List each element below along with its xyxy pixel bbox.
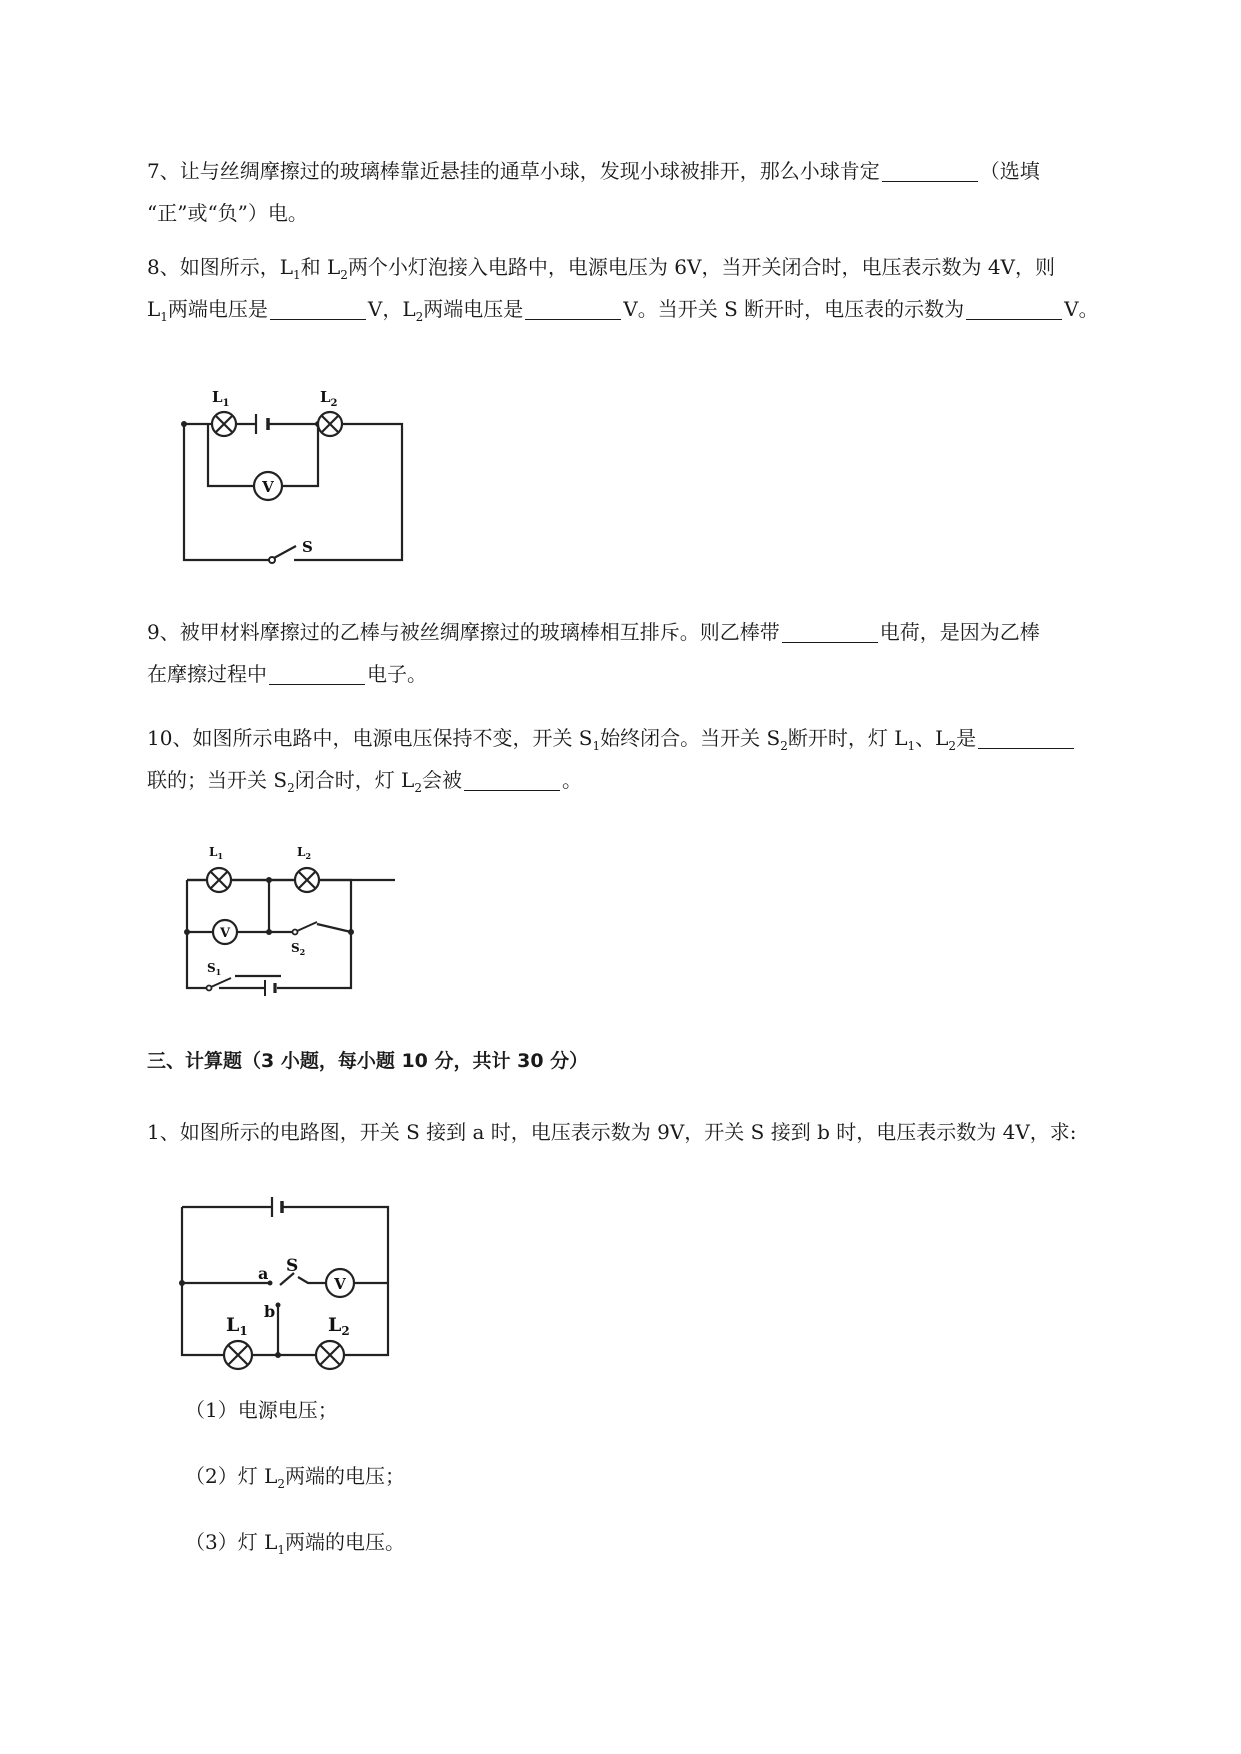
q8-text: 两端电压是 — [167, 297, 268, 321]
q10-sub: 1 — [592, 739, 601, 753]
q8-sub: 2 — [340, 268, 348, 282]
sub-question-text: （1）电源电压； — [185, 1398, 338, 1422]
sub-question-2 — [185, 1460, 405, 1492]
battery-icon — [265, 980, 275, 996]
q9-blank-2[interactable] — [269, 664, 365, 685]
junction-dot — [181, 421, 187, 427]
sub-question-text: 两端的电压。 — [285, 1530, 406, 1554]
label-l2: $L_2$ — [320, 388, 338, 409]
q8-text: 两个小灯泡接入电路中，电源电压为 6V，当开关闭合时，电压表示数为 4V，则 — [347, 255, 1055, 279]
q10-text: 始终闭合。当开关 S — [600, 726, 781, 750]
q10-text: 、L — [915, 726, 949, 750]
section-heading: 三、计算题（3 小题，每小题 10 分，共计 30 分） — [147, 1050, 589, 1072]
switch-s2-icon — [293, 922, 318, 935]
label-a: a — [258, 1264, 269, 1283]
q8-sub: 2 — [415, 310, 424, 324]
label-s: S — [302, 538, 313, 556]
junction-dot — [266, 929, 272, 935]
label-l2: $L_2$ — [328, 1314, 350, 1338]
question-8 — [147, 246, 1157, 330]
q7-text-1: 7、让与丝绸摩擦过的玻璃棒靠近悬挂的通草小球，发现小球被排开，那么小球肯定 — [147, 159, 880, 183]
voltmeter-label: V — [219, 926, 231, 941]
q10-text: 闭合时，灯 L — [294, 768, 415, 792]
q8-blank-1[interactable] — [270, 299, 366, 320]
junction-dot — [179, 1280, 185, 1286]
q7-text-3: “正”或“负”）电。 — [147, 201, 308, 225]
lamp-l1-icon — [224, 1341, 252, 1369]
voltmeter-icon — [254, 472, 282, 500]
circuit-diagram-q10 — [185, 840, 405, 1000]
q9-text: 在摩擦过程中 — [147, 662, 267, 686]
sub-question-1 — [185, 1394, 338, 1426]
q8-text: V，L — [367, 297, 416, 321]
q8-text: V。 — [1064, 297, 1099, 321]
label-s2: $S_2$ — [291, 941, 306, 957]
q10-sub: 2 — [948, 739, 957, 753]
q10-text: 是 — [956, 726, 977, 750]
junction-dot — [266, 877, 272, 883]
q10-sub: 2 — [780, 739, 788, 753]
battery-icon — [256, 414, 268, 434]
q9-text: 电荷，是因为乙棒 — [879, 620, 1040, 644]
q10-sub: 2 — [414, 781, 422, 795]
question-10 — [147, 717, 1157, 801]
lamp-l1-icon — [212, 412, 236, 436]
q8-sub: 1 — [160, 310, 168, 324]
label-l1: $L_1$ — [226, 1314, 248, 1338]
q8-blank-3[interactable] — [966, 299, 1062, 320]
q8-text: L — [147, 297, 161, 321]
circuit-diagram-calc1 — [178, 1185, 408, 1365]
label-l2: $L_2$ — [297, 845, 312, 861]
q10-text: 10、如图所示电路中，电源电压保持不变，开关 S — [147, 726, 593, 750]
junction-dot — [348, 929, 354, 935]
label-s: S — [286, 1256, 299, 1276]
label-b: b — [264, 1302, 276, 1321]
q8-blank-2[interactable] — [525, 299, 621, 320]
q8-text: 两端电压是 — [423, 297, 524, 321]
q8-text: 和 L — [300, 255, 341, 279]
q10-text: 会被 — [421, 768, 462, 792]
lamp-l2-icon — [295, 868, 319, 892]
q8-text: 8、如图所示，L — [147, 255, 294, 279]
lamp-l1-icon — [207, 868, 231, 892]
q10-sub: 2 — [287, 781, 295, 795]
lamp-l2-icon — [316, 1341, 344, 1369]
q10-text: 断开时，灯 L — [787, 726, 908, 750]
switch-s-icon — [269, 546, 296, 563]
junction-dot — [184, 929, 190, 935]
q9-blank-1[interactable] — [782, 622, 878, 643]
q9-text: 9、被甲材料摩擦过的乙棒与被丝绸摩擦过的玻璃棒相互排斥。则乙棒带 — [147, 620, 780, 644]
sub-question-text: 两端的电压； — [285, 1464, 406, 1488]
q10-text: 。 — [561, 768, 582, 792]
terminal-b-dot — [276, 1303, 281, 1308]
label-s1: $S_1$ — [207, 961, 222, 977]
question-9 — [147, 611, 1157, 695]
q10-text: 联的；当开关 S — [147, 768, 288, 792]
sub-question-text: （2）灯 L — [185, 1464, 278, 1488]
battery-icon — [272, 1197, 282, 1217]
sub-question-3 — [185, 1526, 405, 1558]
q10-sub: 1 — [907, 739, 916, 753]
q7-blank[interactable] — [882, 161, 978, 182]
calc-question-1: 1、如图所示的电路图，开关 S 接到 a 时，电压表示数为 9V，开关 S 接到 b 时，电压表示数为 4V，求: — [147, 1120, 1077, 1144]
label-l1: $L_1$ — [209, 845, 224, 861]
voltmeter-icon — [326, 1269, 354, 1297]
lamp-l2-icon — [318, 412, 342, 436]
voltmeter-label: V — [262, 478, 274, 496]
q7-text-2: （选填 — [979, 159, 1040, 183]
junction-dot — [275, 1352, 281, 1358]
q8-text: V。当开关 S 断开时，电压表的示数为 — [623, 297, 965, 321]
question-7 — [147, 150, 1157, 234]
q10-blank-1[interactable] — [978, 728, 1074, 749]
voltmeter-icon — [213, 920, 237, 944]
q10-blank-2[interactable] — [464, 770, 560, 791]
sub-question-text: （3）灯 L — [185, 1530, 278, 1554]
voltmeter-label: V — [334, 1275, 346, 1293]
label-l1: $L_1$ — [212, 388, 230, 409]
q9-text: 电子。 — [367, 662, 427, 686]
sub-question-sub: 1 — [277, 1543, 286, 1557]
circuit-diagram-q8 — [172, 380, 432, 580]
sub-question-sub: 2 — [277, 1477, 286, 1491]
q8-sub: 1 — [293, 268, 301, 282]
